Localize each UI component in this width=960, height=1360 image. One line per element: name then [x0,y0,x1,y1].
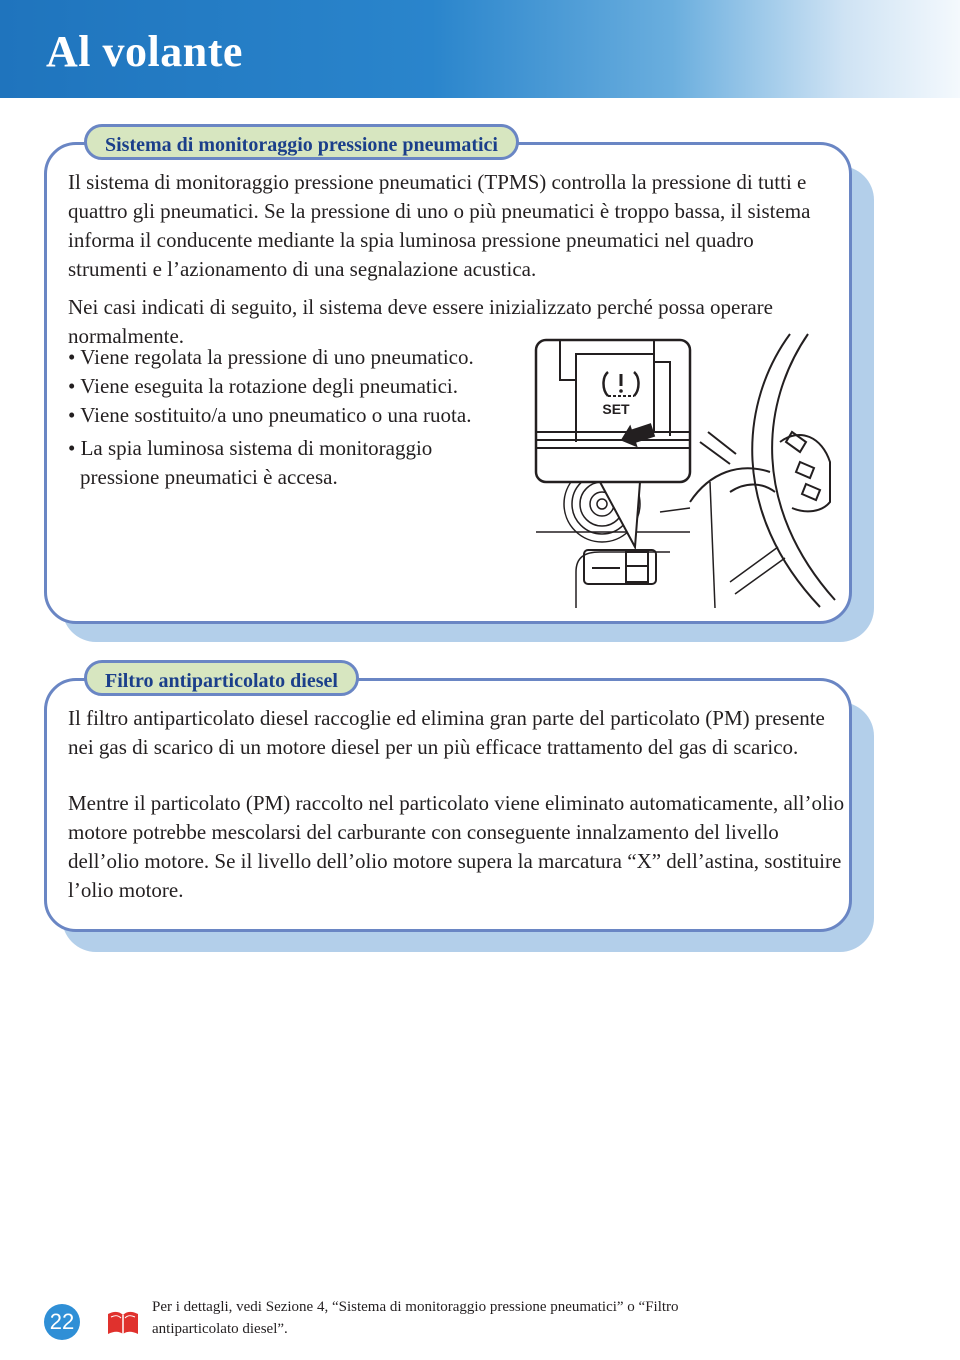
page-number: 22 [44,1304,80,1340]
set-button-label: SET [602,401,630,417]
page-title: Al volante [46,27,243,76]
dashboard-illustration [536,482,785,608]
footer-note: Per i dettagli, vedi Sezione 4, “Sistema di monitoraggio pressione pneumatici” o “Filtro antiparticolato diesel”. [152,1299,679,1337]
book-icon [106,1310,140,1336]
tpms-heading: Sistema di monitoraggio pressione pneumatici [84,124,519,160]
switch-panel-small [584,550,656,584]
tpms-paragraph-2: Nei casi indicati di seguito, il sistema deve essere inizializzato perché possa operare normalmente. [68,295,773,348]
page-header [0,0,960,98]
steering-wheel-illustration [690,334,835,607]
dpf-paragraph-1: Il filtro antiparticolato diesel raccoglie ed elimina gran parte del particolato (PM) presente nei gas di scarico di un motore diesel per un più efficace trattamento del gas di scarico. [68,706,825,759]
dpf-heading: Filtro antiparticolato diesel [84,660,359,696]
dpf-paragraph-2: Mentre il particolato (PM) raccolto nel particolato viene eliminato automaticamente, all’olio motore potrebbe mescolarsi del carburante con conseguente innalzamento del livello dell’olio motore. Se il livello dell’olio motore supera la marcatura “X” dell’astina, sostituire l’olio motore. [68,791,845,902]
tpms-bullet-list [58,343,518,492]
tpms-paragraph-1: Il sistema di monitoraggio pressione pneumatici (TPMS) controlla la pressione di tutti e quattro gli pneumatici. Se la pressione di uno o più pneumatici è troppo bassa, il sistema informa il conducente mediante la spia luminosa pressione pneumatici nel quadro strumenti e l’azionamento di una segnalazione acustica. [68,170,811,281]
list-item: • La spia luminosa sistema di monitoraggio pressione pneumatici è accesa. [68,436,433,489]
list-item: • Viene eseguita la rotazione degli pneumatici. [68,374,458,398]
tpms-set-switch-diagram [530,332,840,612]
list-item: • Viene regolata la pressione di uno pneumatico. [68,345,474,369]
list-item: • Viene sostituito/a uno pneumatico o una ruota. [68,403,472,427]
